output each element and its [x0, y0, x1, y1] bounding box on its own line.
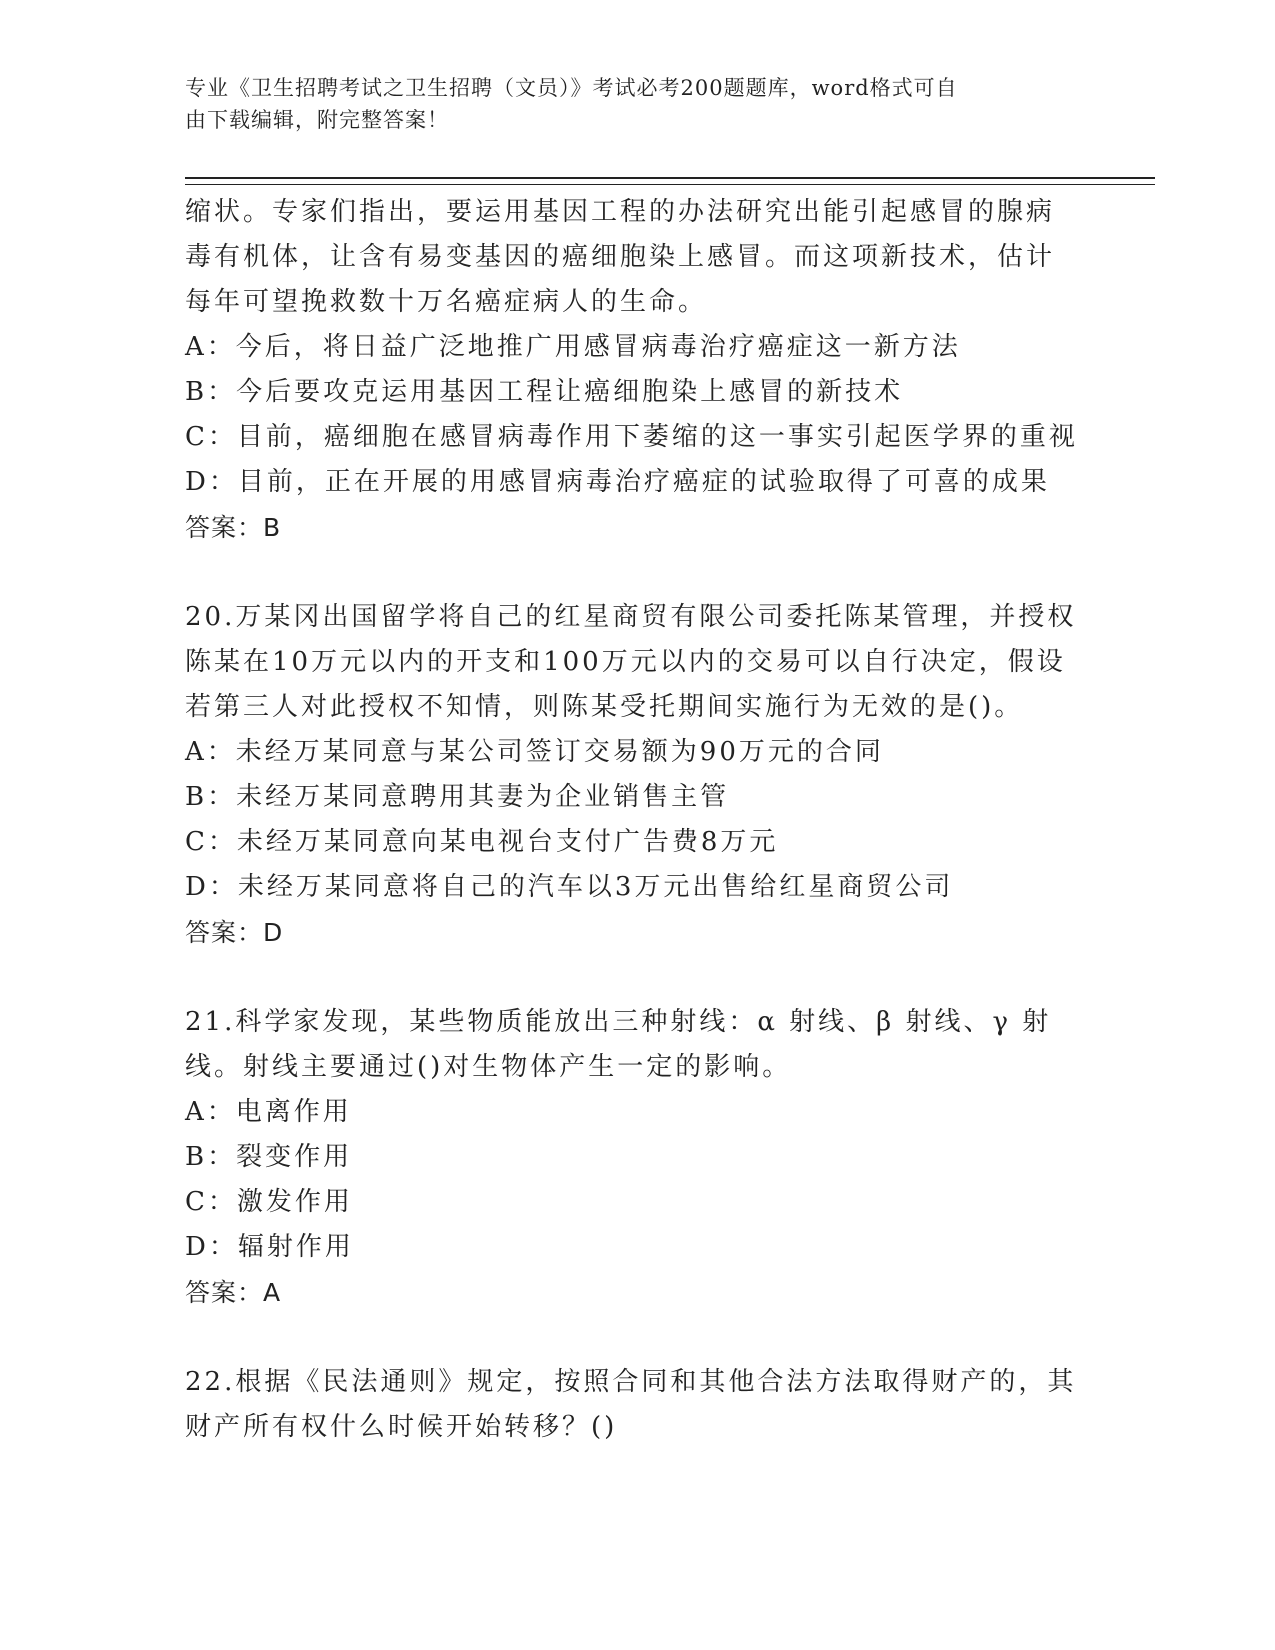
question-stem-line: 财产所有权什么时候开始转移？()	[185, 1412, 618, 1442]
document-header	[185, 72, 1065, 136]
header-line-2: 由下载编辑，附完整答案！	[185, 108, 449, 132]
header-rule-thin	[185, 184, 1155, 185]
answer-label: 答案：D	[185, 918, 284, 947]
question-stem-line: 若第三人对此授权不知情，则陈某受托期间实施行为无效的是()。	[185, 692, 1024, 722]
option-c: C：激发作用	[185, 1187, 353, 1217]
option-c: C：未经万某同意向某电视台支付广告费8万元	[185, 827, 779, 857]
question-stem-line: 21.科学家发现，某些物质能放出三种射线：α 射线、β 射线、γ 射	[185, 1007, 1052, 1037]
question-stem-line: 22.根据《民法通则》规定，按照合同和其他合法方法取得财产的，其	[185, 1367, 1077, 1397]
option-c: C：目前，癌细胞在感冒病毒作用下萎缩的这一事实引起医学界的重视	[185, 422, 1078, 452]
answer-label: 答案：A	[185, 1278, 282, 1307]
option-b: B：未经万某同意聘用其妻为企业销售主管	[185, 782, 730, 812]
header-line-1: 专业《卫生招聘考试之卫生招聘（文员）》考试必考200题题库，word格式可自	[185, 76, 958, 100]
question-22	[185, 1360, 1085, 1450]
option-d: D：未经万某同意将自己的汽车以3万元出售给红星商贸公司	[185, 872, 954, 902]
question-21	[185, 1000, 1085, 1315]
option-d: D：辐射作用	[185, 1232, 354, 1262]
question-stem-line: 每年可望挽救数十万名癌症病人的生命。	[185, 287, 708, 317]
option-d: D：目前，正在开展的用感冒病毒治疗癌症的试验取得了可喜的成果	[185, 467, 1050, 497]
option-b: B：裂变作用	[185, 1142, 353, 1172]
question-20	[185, 595, 1085, 955]
question-stem-line: 毒有机体，让含有易变基因的癌细胞染上感冒。而这项新技术，估计	[185, 242, 1056, 272]
option-a: A：未经万某同意与某公司签订交易额为90万元的合同	[185, 737, 884, 767]
answer-label: 答案：B	[185, 513, 282, 542]
option-b: B：今后要攻克运用基因工程让癌细胞染上感冒的新技术	[185, 377, 904, 407]
option-a: A：电离作用	[185, 1097, 352, 1127]
question-stem-line: 线。射线主要通过()对生物体产生一定的影响。	[185, 1052, 792, 1082]
question-stem-line: 20.万某冈出国留学将自己的红星商贸有限公司委托陈某管理，并授权	[185, 602, 1077, 632]
option-a: A：今后，将日益广泛地推广用感冒病毒治疗癌症这一新方法	[185, 332, 961, 362]
header-rule-thick	[185, 177, 1155, 179]
question-list	[185, 190, 1085, 1450]
question-stem-line: 缩状。专家们指出，要运用基因工程的办法研究出能引起感冒的腺病	[185, 197, 1056, 227]
question-stem-line: 陈某在10万元以内的开支和100万元以内的交易可以自行决定，假设	[185, 647, 1066, 677]
question-19	[185, 190, 1085, 550]
